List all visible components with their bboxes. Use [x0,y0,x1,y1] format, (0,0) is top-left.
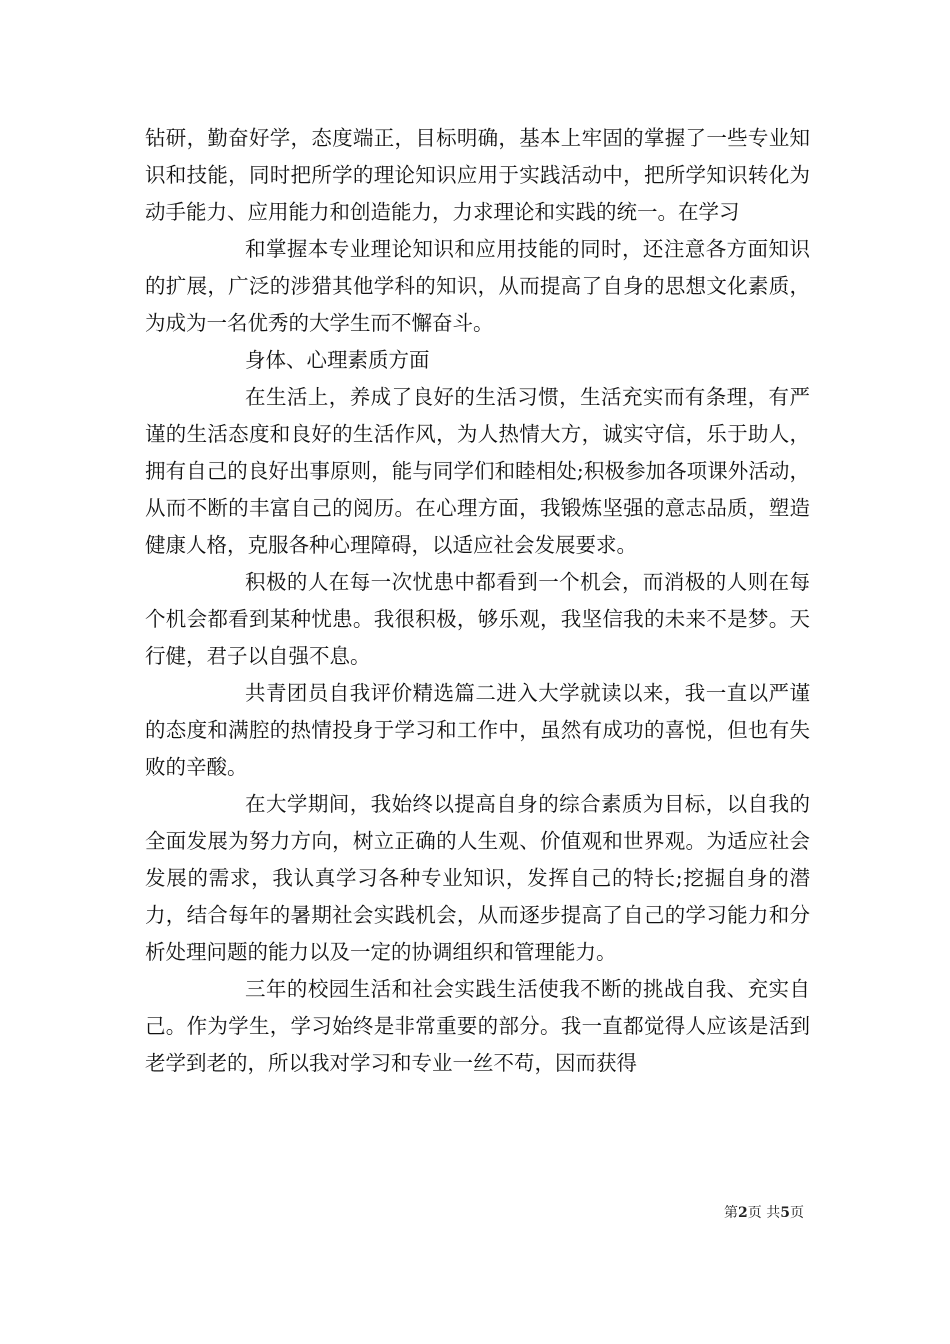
page-number-footer [724,1204,804,1222]
paragraph-3: 在生活上，养成了良好的生活习惯，生活充实而有条理，有严谨的生活态度和良好的生活作风，为人热情大方，诚实守信，乐于助人，拥有自己的良好出事原则，能与同学们和睦相处;积极参加各项课外活动，从而不断的丰富自己的阅历。在心理方面，我锻炼坚强的意志品质，塑造健康人格，克服各种心理障碍，以适应社会发展要求。 [145,385,810,557]
paragraph-5: 共青团员自我评价精选篇二进入大学就读以来，我一直以严谨的态度和满腔的热情投身于学习和工作中，虽然有成功的喜悦，但也有失败的辛酸。 [145,681,810,779]
paragraph-1: 钻研，勤奋好学，态度端正，目标明确，基本上牢固的掌握了一些专业知识和技能，同时把所学的理论知识应用于实践活动中，把所学知识转化为动手能力、应用能力和创造能力，力求理论和实践的统一。在学习 [145,126,810,224]
footer-prefix: 第 [724,1205,739,1221]
paragraph-4: 积极的人在每一次忧患中都看到一个机会，而消极的人则在每个机会都看到某种忧患。我很积极，够乐观，我坚信我的未来不是梦。天行健，君子以自强不息。 [145,570,810,668]
footer-middle: 页 共 [747,1205,781,1221]
current-page-number: 2 [738,1205,748,1221]
section-heading: 身体、心理素质方面 [245,348,430,372]
document-body [145,120,810,1082]
total-pages-number: 5 [780,1205,790,1221]
paragraph-7: 三年的校园生活和社会实践生活使我不断的挑战自我、充实自己。作为学生，学习始终是非常重要的部分。我一直都觉得人应该是活到老学到老的，所以我对学习和专业一丝不苟，因而获得 [145,977,810,1075]
footer-suffix: 页 [790,1205,804,1221]
paragraph-2: 和掌握本专业理论知识和应用技能的同时，还注意各方面知识的扩展，广泛的涉猎其他学科的知识，从而提高了自身的思想文化素质，为成为一名优秀的大学生而不懈奋斗。 [145,237,810,335]
paragraph-6: 在大学期间，我始终以提高自身的综合素质为目标，以自我的全面发展为努力方向，树立正确的人生观、价值观和世界观。为适应社会发展的需求，我认真学习各种专业知识，发挥自己的特长;挖掘自身的潜力，结合每年的暑期社会实践机会，从而逐步提高了自己的学习能力和分析处理问题的能力以及一定的协调组织和管理能力。 [145,792,810,964]
